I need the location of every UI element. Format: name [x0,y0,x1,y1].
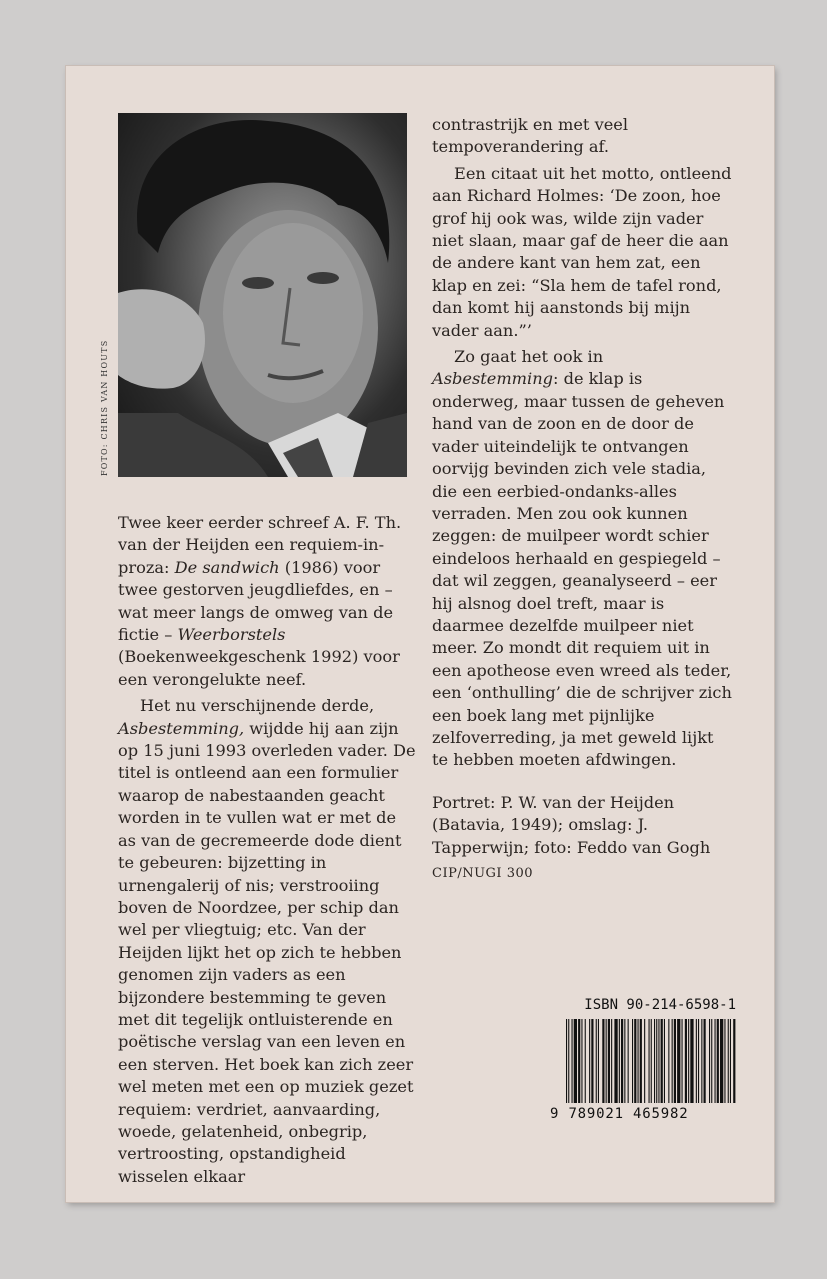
cip-code: CIP/NUGI 300 [432,866,534,881]
barcode-bar [656,1019,657,1103]
barcode-bar [591,1019,593,1103]
barcode-bar [654,1019,655,1103]
barcode-bar [632,1019,633,1103]
barcode-bar [619,1019,620,1103]
barcode-bar [696,1019,697,1103]
paragraph-1: Twee keer eerder schreef A. F. Th. van der Heijden een requiem-in-proza: De sandwich (1986) voor twee gestorven jeugdliefdes, en – wat meer langs de omweg van de fictie – Weerborstels (Boekenweekgeschenk 1992) voor een verongelukte neef. [118,513,402,689]
paragraph-5: Zo gaat het ook in Asbestemming: de klap is onderweg, maar tussen de geheven hand van de zoon en de door de vader uiteindelijk te ontvangen oorvijg bevinden zich vele stadia, die een eerbied-ondanks-alles verraden. Men zou ook kunnen zeggen: de muilpeer wordt schier eindeloos herhaald en gespiegeld – dat wil zeggen, geanalyseerd – eer hij alsnog doel treft, maar is daarmee dezelfde muilpeer niet meer. Zo mondt dit requiem uit in een apotheose even wreed als teder, een ‘onthulling’ die de schrijver zich een boek lang met pijnlijke zelfoverreding, ja met geweld lijkt te hebben moeten afdwingen. [432,347,732,770]
barcode-bar [602,1019,604,1103]
barcode-bar [668,1019,669,1103]
barcode-bar [651,1019,652,1103]
barcode-bar [611,1019,612,1103]
barcode-bar [574,1019,577,1103]
barcode-bar [649,1019,650,1103]
barcode-bar [621,1019,623,1103]
photo-credit: FOTO: CHRIS VAN HOUTS [100,339,109,476]
barcode-bar [711,1019,712,1103]
barcode-bar [724,1019,725,1103]
barcode-bar [733,1019,735,1103]
barcode-bar [598,1019,599,1103]
colophon: Portret: P. W. van der Heijden (Batavia, 1949); omslag: J. Tapperwijn; foto: Feddo van Gogh [432,792,711,857]
barcode-bar [674,1019,676,1103]
barcode-bar [581,1019,582,1103]
barcode-bar [715,1019,716,1103]
left-column-text [118,512,418,1188]
barcode-bar [638,1019,639,1103]
barcode-bar [698,1019,699,1103]
barcode-bar [704,1019,706,1103]
barcode-bar [578,1019,580,1103]
barcode-bar [685,1019,687,1103]
barcode-bar [585,1019,586,1103]
barcode-bar [728,1019,729,1103]
barcode-bar [672,1019,673,1103]
barcode-bar [701,1019,702,1103]
barcode-bar [658,1019,659,1103]
barcode-bar [640,1019,642,1103]
barcode-bar [720,1019,723,1103]
barcode-bar [628,1019,629,1103]
barcode-bar [624,1019,625,1103]
barcode-bar [634,1019,636,1103]
barcode-bar [677,1019,680,1103]
paragraph-4: Een citaat uit het motto, ontleend aan Richard Holmes: ‘De zoon, hoe grof hij ook was, wilde zijn vader niet slaan, maar gaf de heer die aan de andere kant van hem zat, een klap en zei: “Sla hem de tafel rond, dan komt hij aanstonds bij mijn vader aan.”’ [432,163,732,340]
barcode-bar [664,1019,665,1103]
author-photo [118,113,407,477]
barcode-bar [661,1019,663,1103]
barcode-bar [644,1019,645,1103]
right-column-text [432,114,732,885]
barcode-bar [566,1019,567,1103]
barcode-bar [596,1019,597,1103]
barcode [566,1019,736,1103]
barcode-digits: 9 789021 465982 [550,1106,689,1122]
paragraph-3: contrastrijk en met veel tempoverandering af. [432,115,629,157]
barcode-bar [709,1019,710,1103]
barcode-bar [688,1019,689,1103]
paragraph-2: Het nu verschijnende derde, Asbestemming, wijdde hij aan zijn op 15 juni 1993 overleden vader. De titel is ontleend aan een formulier waarop de nabestaanden geacht worden in te vullen wat er met de as van de gecremeerde dode dient te gebeuren: bijzetting in urnengalerij of nis; verstrooiing boven de Noordzee, per schip dan wel per vliegtuig; etc. Van der Heijden lijkt het op zich te hebben genomen zijn vaders as een bijzondere bestemming te geven met dit tegelijk ontluisterende en poëtische verslag van een leven en een sterven. Het boek kan zich zeer wel meten met een op muziek gezet requiem: verdriet, aanvaarding, woede, gelatenheid, onbegrip, vertroosting, opstandigheid wisselen elkaar [118,696,416,1186]
barcode-bar [589,1019,590,1103]
barcode-bar [606,1019,607,1103]
barcode-bar [572,1019,573,1103]
barcode-bar [690,1019,693,1103]
barcode-bar [682,1019,683,1103]
barcode-bar [568,1019,569,1103]
isbn-label: ISBN 90-214-6598-1 [584,997,736,1013]
barcode-bar [608,1019,610,1103]
book-back-cover [66,66,774,1202]
portrait-drawing [118,113,407,477]
barcode-bar [614,1019,617,1103]
barcode-bar [730,1019,731,1103]
barcode-bar [717,1019,719,1103]
